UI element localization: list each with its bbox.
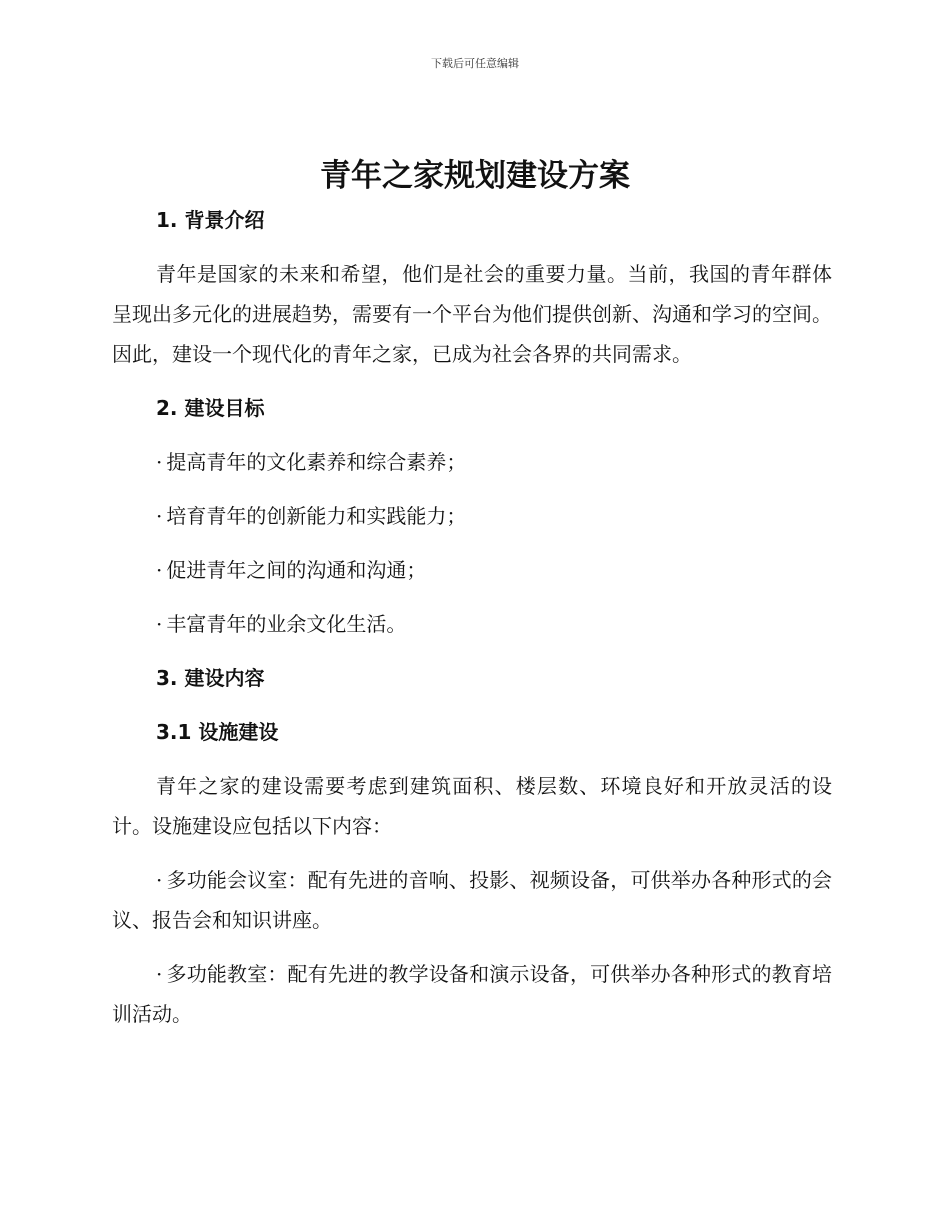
background-paragraph: 青年是国家的未来和希望，他们是社会的重要力量。当前，我国的青年群体呈现出多元化的进展趋势，需要有一个平台为他们提供创新、沟通和学习的空间。因此，建设一个现代化的青年之家，已成为社会各界的共同需求。 (112, 262, 832, 366)
section-heading-content: 3. 建设内容 (156, 666, 265, 690)
facility-item-text: 多功能教室：配有先进的教学设备和演示设备，可供举办各种形式的教育培训活动。 (112, 962, 832, 1026)
goal-item (112, 550, 832, 590)
goal-item-text: 培育青年的创新能力和实践能力； (166, 504, 467, 528)
bullet-dot: · (156, 558, 163, 582)
section-heading-background: 1. 背景介绍 (156, 208, 265, 232)
bullet-dot: · (156, 962, 163, 986)
facilities-paragraph: 青年之家的建设需要考虑到建筑面积、楼层数、环境良好和开放灵活的设计。设施建设应包括以下内容： (112, 774, 832, 838)
goal-item-text: 促进青年之间的沟通和沟通； (166, 558, 427, 582)
header-note: 下载后可任意编辑 (431, 57, 519, 70)
goal-item-text: 提高青年的文化素养和综合素养； (166, 450, 467, 474)
section-heading-goals: 2. 建设目标 (156, 396, 265, 420)
goal-item (112, 604, 832, 644)
bullet-dot: · (156, 868, 163, 892)
goal-item-text: 丰富青年的业余文化生活。 (166, 612, 407, 636)
bullet-dot: · (156, 612, 163, 636)
facility-item-text: 多功能会议室：配有先进的音响、投影、视频设备，可供举办各种形式的会议、报告会和知识讲座。 (112, 868, 832, 932)
facility-item (112, 954, 832, 1034)
bullet-dot: · (156, 504, 163, 528)
document-title: 青年之家规划建设方案 (320, 158, 630, 194)
subsection-heading-facilities: 3.1 设施建设 (156, 720, 279, 744)
goal-item (112, 496, 832, 536)
bullet-dot: · (156, 450, 163, 474)
document-body (112, 200, 832, 1048)
facility-item (112, 860, 832, 940)
goal-item (112, 442, 832, 482)
